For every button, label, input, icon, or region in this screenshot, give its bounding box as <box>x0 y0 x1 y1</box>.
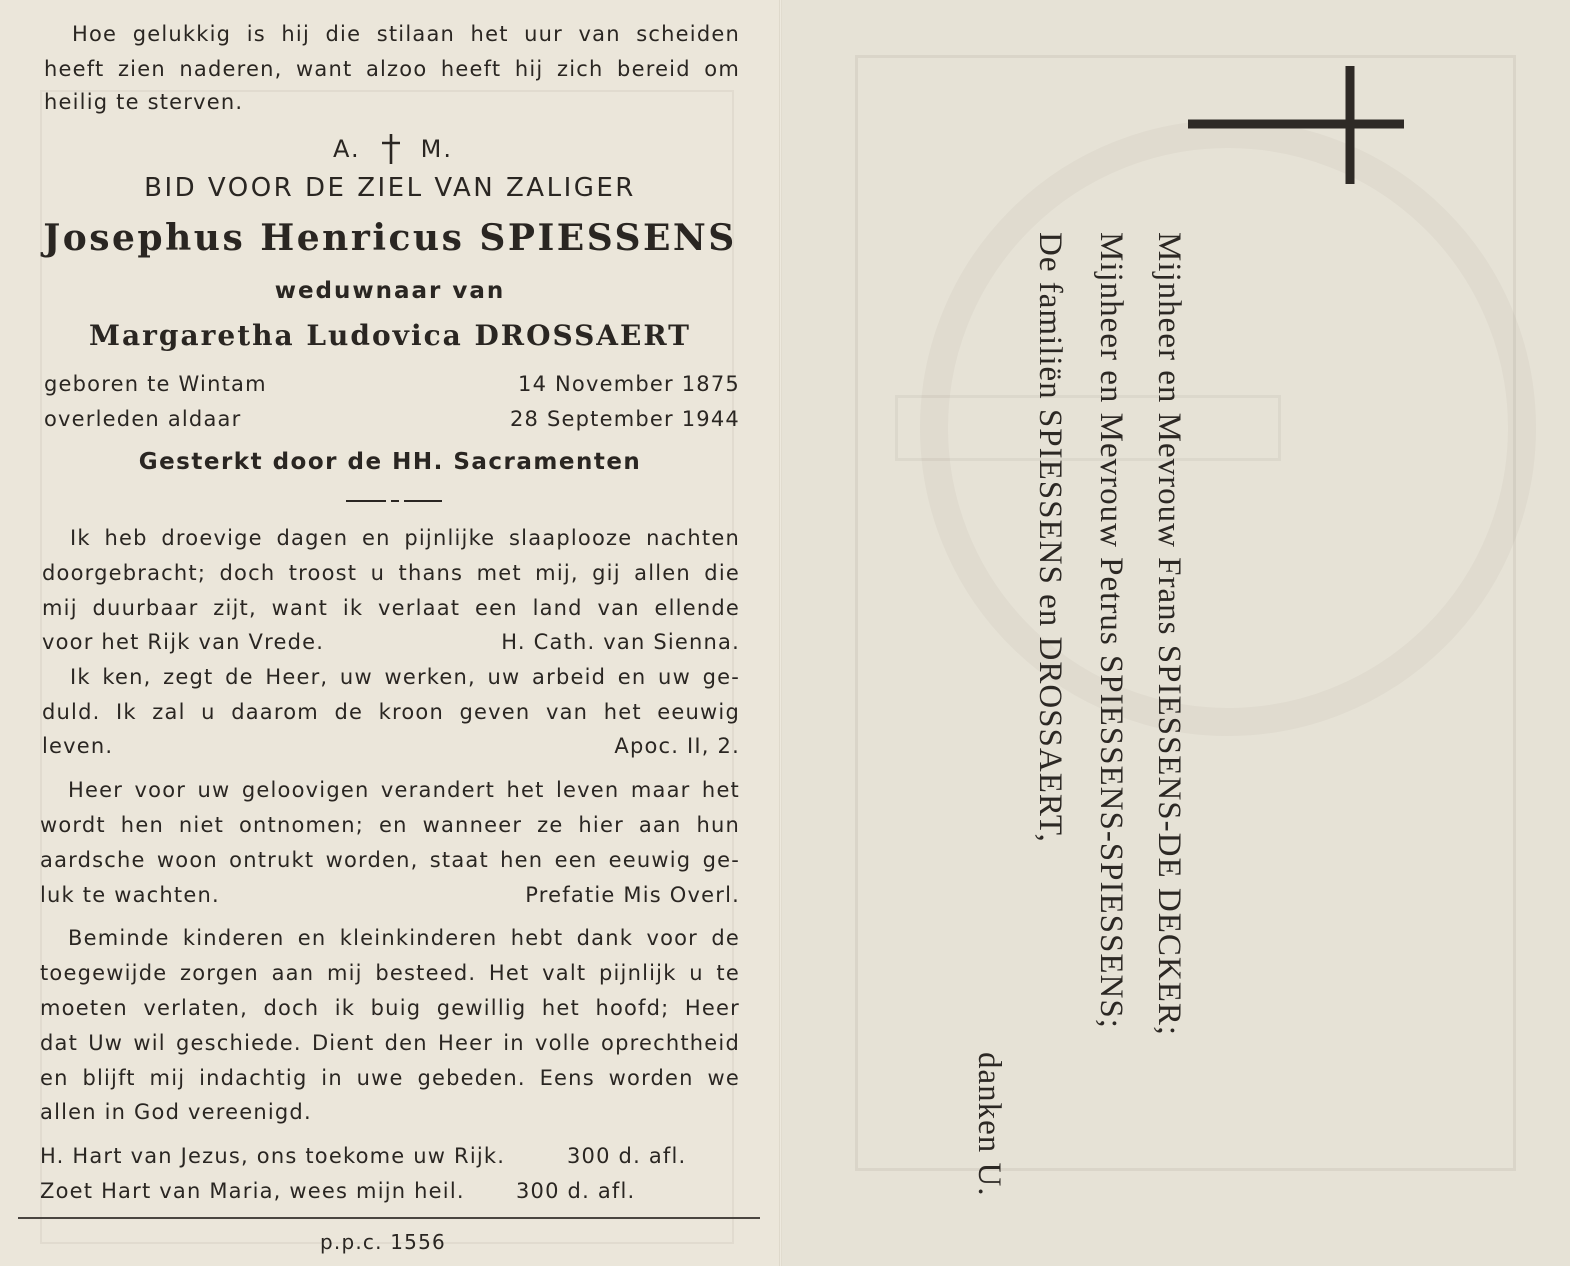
prayer-line: H. Hart van Jezus, ons toekome uw Rijk. <box>40 1144 506 1168</box>
initial-a: A. <box>333 135 361 163</box>
indulgence-note: 300 d. afl. <box>516 1179 636 1203</box>
died-date: 28 September 1944 <box>510 407 740 431</box>
left-panel <box>0 0 780 1266</box>
latin-cross-icon <box>380 133 402 165</box>
prayer-line: Zoet Hart van Maria, wees mijn heil. <box>40 1179 465 1203</box>
thanks-line: Mijnheer en Mevrouw Frans SPIESSENS-DE DECKER; <box>1151 232 1187 1037</box>
bleed-through-bar <box>895 395 1281 461</box>
thanks-line: Mijnheer en Mevrouw Petrus SPIESSENS-SPIESSENS; <box>1093 232 1129 1029</box>
died-label: overleden aldaar <box>44 407 242 431</box>
intro-line: Hoe gelukkig is hij die stilaan het uur van scheiden <box>72 22 740 46</box>
quote-line: aardsche woon ontrukt worden, staat hen een eeuwig ge- <box>40 848 740 872</box>
initial-m: M. <box>420 135 453 163</box>
printer-code: p.p.c. 1556 <box>320 1230 446 1254</box>
quote-line: leven. <box>42 734 114 758</box>
deceased-name: Josephus Henricus SPIESSENS <box>43 217 737 259</box>
widower-of: weduwnaar van <box>274 278 506 304</box>
thanks-closing: danken U. <box>971 1052 1007 1197</box>
quote-line: doorgebracht; doch troost u thans met mij, gij allen die <box>42 561 740 585</box>
farewell-line: dat Uw wil geschiede. Dient den Heer in volle oprechtheid <box>40 1031 740 1055</box>
born-label: geboren te Wintam <box>44 372 267 396</box>
intro-line: heilig te sterven. <box>44 90 244 114</box>
farewell-line: allen in God vereenigd. <box>40 1100 312 1124</box>
quote-line: mij duurbaar zijt, want ik verlaat een land van ellende <box>42 596 740 620</box>
quote-line: voor het Rijk van Vrede. <box>42 630 325 654</box>
quote-line: duld. Ik zal u daarom de kroon geven van het eeuwig <box>42 700 740 724</box>
farewell-line: toegewijde zorgen aan mij besteed. Het valt pijnlijk u te <box>40 961 740 985</box>
farewell-line: Beminde kinderen en kleinkinderen hebt dank voor de <box>68 926 740 950</box>
farewell-line: moeten verlaten, doch ik buig gewillig het hoofd; Heer <box>40 996 740 1020</box>
quote-line: luk te wachten. <box>40 883 220 907</box>
spouse-name: Margaretha Ludovica DROSSAERT <box>89 319 691 352</box>
cross-icon <box>1188 66 1404 184</box>
indulgence-note: 300 d. afl. <box>567 1144 687 1168</box>
sacraments-line: Gesterkt door de HH. Sacramenten <box>138 449 642 475</box>
ornamental-divider <box>344 496 444 506</box>
initials-with-cross <box>333 133 453 165</box>
bottom-rule <box>18 1217 760 1219</box>
quote-line: Ik ken, zegt de Heer, uw werken, uw arbeid en uw ge- <box>70 665 740 689</box>
quote-line: Ik heb droevige dagen en pijnlijke slaaplooze nachten <box>70 526 740 550</box>
quote-source: H. Cath. van Sienna. <box>501 630 740 654</box>
thanks-line: De familiën SPIESSENS en DROSSAERT, <box>1032 232 1068 843</box>
quote-line: Heer voor uw geloovigen verandert het leven maar het <box>68 778 740 802</box>
bid-heading: BID VOOR DE ZIEL VAN ZALIGER <box>144 173 636 203</box>
born-date: 14 November 1875 <box>518 372 740 396</box>
quote-source: Prefatie Mis Overl. <box>525 883 740 907</box>
intro-line: heeft zien naderen, want alzoo heeft hij zich bereid om <box>44 57 740 81</box>
quote-source: Apoc. II, 2. <box>614 734 740 758</box>
quote-line: wordt hen niet ontnomen; en wanneer ze hier aan hun <box>40 813 740 837</box>
farewell-line: en blijft mij indachtig in uwe gebeden. Eens worden we <box>40 1066 740 1090</box>
